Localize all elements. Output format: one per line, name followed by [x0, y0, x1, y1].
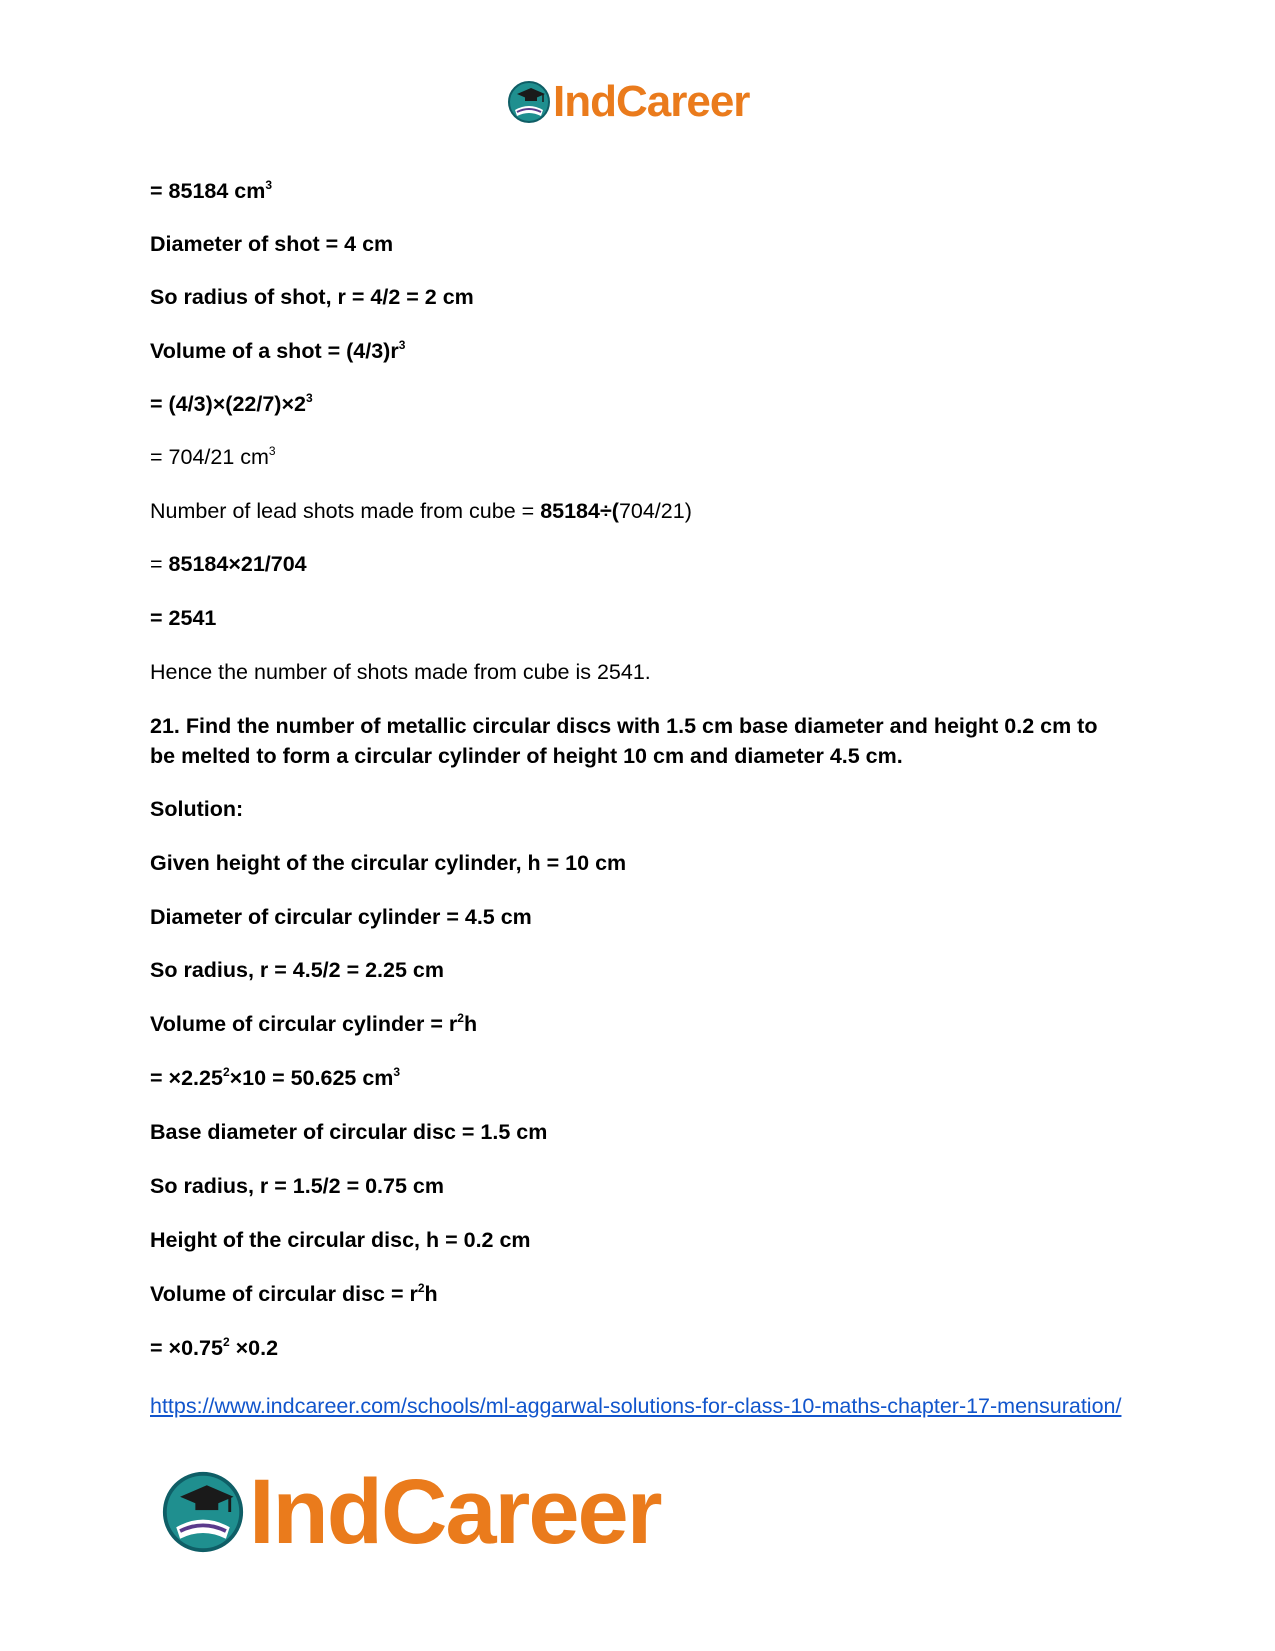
text-line: Given height of the circular cylinder, h = 10 cm: [150, 851, 627, 875]
text-line: Diameter of shot = 4 cm: [150, 232, 394, 256]
text-line: So radius, r = 1.5/2 = 0.75 cm: [150, 1174, 444, 1198]
text-line: Diameter of circular cylinder = 4.5 cm: [150, 905, 532, 929]
text-line: Base diameter of circular disc = 1.5 cm: [150, 1120, 548, 1144]
text-line: = $\times 2.25^2\times 10 = 50.625$ $cm^3$: [150, 1065, 401, 1090]
text-line: So radius, r = 4.5/2 = 2.25 cm: [150, 958, 444, 982]
header-logo: [507, 77, 750, 126]
text-line: Volume of circular cylinder = $r^2h$: [150, 1011, 478, 1036]
text-line: = 85184 $cm^3$: [150, 178, 273, 203]
graduation-globe-icon: [507, 80, 551, 124]
graduation-globe-icon: [161, 1470, 245, 1554]
text-line: = 2541: [150, 606, 217, 630]
question-21: 21. Find the number of metallic circular discs with 1.5 cm base diameter and height 0.2 cm to be melted to form a circular cylinder of height 10 cm and diameter 4.5 cm.: [150, 714, 1098, 768]
footer-logo: [161, 1461, 661, 1563]
text-line: = $\times 0.75^2 \times 0.2$: [150, 1335, 279, 1360]
text-line: = 85184×21/704: [150, 552, 307, 576]
text-line: Height of the circular disc, h = 0.2 cm: [150, 1228, 531, 1252]
brand-wordmark: IndCareer: [553, 77, 750, 126]
brand-wordmark: IndCareer: [249, 1461, 661, 1563]
text-line: Number of lead shots made from cube = 85184÷(704/21): [150, 499, 692, 523]
text-line: Hence the number of shots made from cube is 2541.: [150, 660, 651, 684]
text-line: So radius of shot, r = 4/2 = 2 cm: [150, 285, 474, 309]
text-line: Volume of a shot = $(4/3)r^3$: [150, 338, 406, 363]
source-link[interactable]: https://www.indcareer.com/schools/ml-aggarwal-solutions-for-class-10-maths-chapter-17-mensuration/: [150, 1394, 1122, 1418]
text-line: = $(4/3)\times(22/7)\times 2^3$: [150, 391, 313, 416]
text-line: = 704/21 $cm^3$: [150, 444, 276, 469]
solution-heading: Solution:: [150, 797, 244, 821]
text-line: Volume of circular disc = $r^2h$: [150, 1281, 438, 1306]
